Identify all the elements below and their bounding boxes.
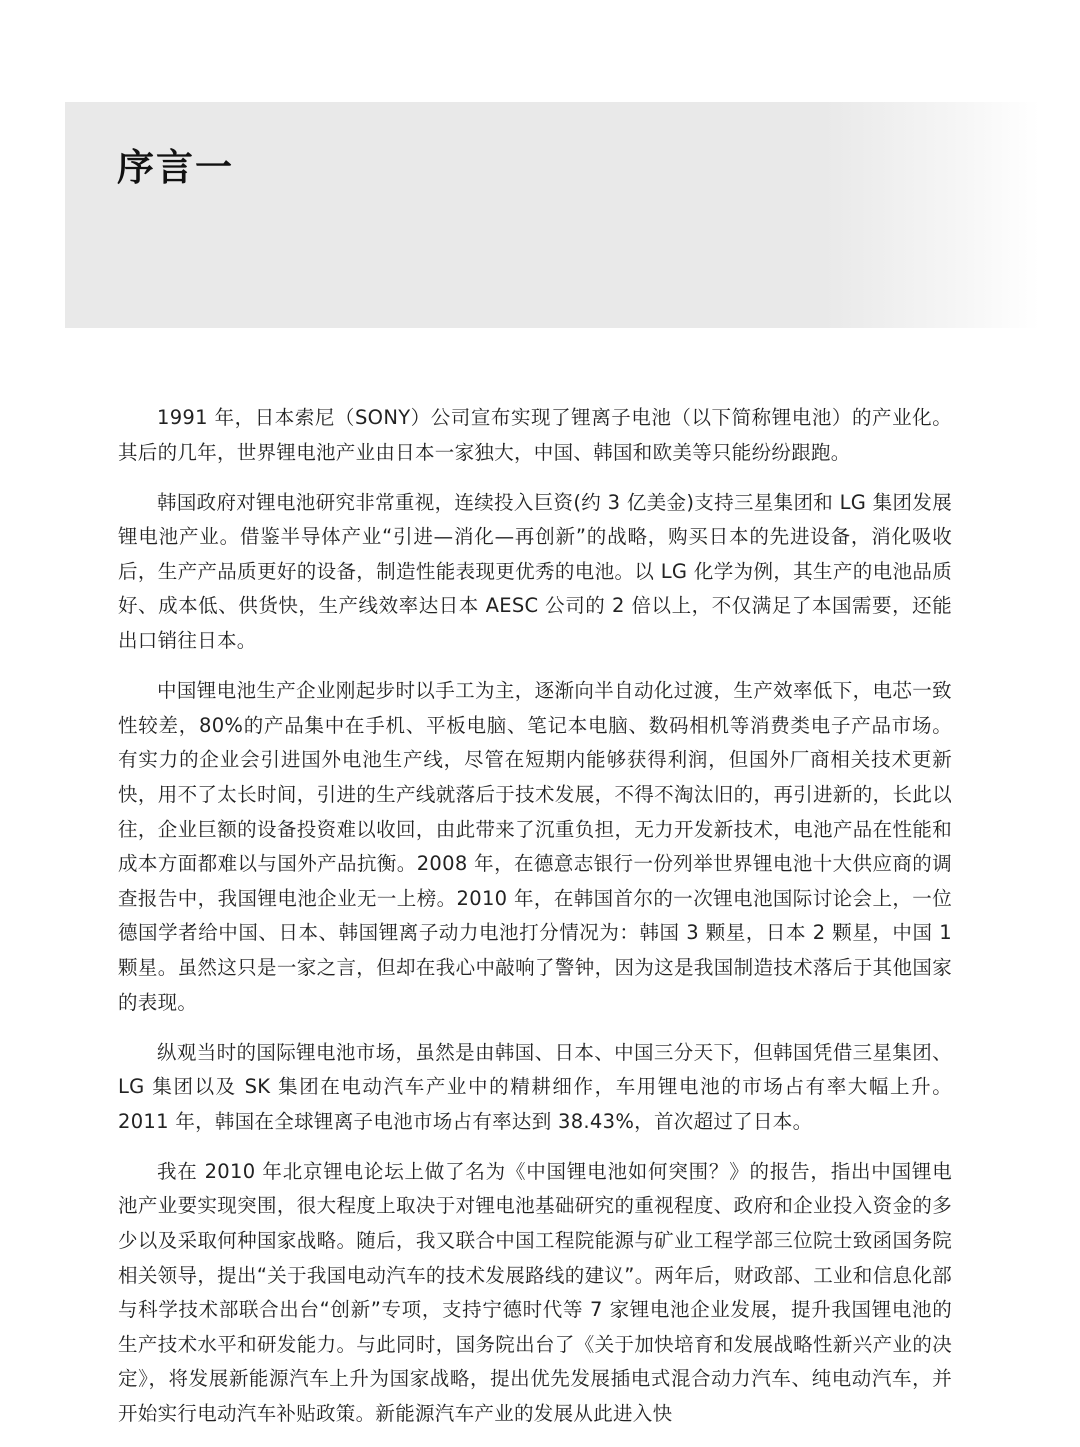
paragraph: 纵观当时的国际锂电池市场，虽然是由韩国、日本、中国三分天下，但韩国凭借三星集团、LG 集团以及 SK 集团在电动汽车产业中的精耕细作，车用锂电池的市场占有率大幅上升。2011 年，韩国在全球锂离子电池市场占有率达到 38.43%，首次超过了日本。: [118, 1040, 952, 1133]
body-text: [118, 401, 952, 1447]
page-title: 序言一: [117, 146, 234, 189]
paragraph: 中国锂电池生产企业刚起步时以手工为主，逐渐向半自动化过渡，生产效率低下，电芯一致性较差，80%的产品集中在手机、平板电脑、笔记本电脑、数码相机等消费类电子产品市场。有实力的企业会引进国外电池生产线，尽管在短期内能够获得利润，但国外厂商相关技术更新快，用不了太长时间，引进的生产线就落后于技术发展，不得不淘汰旧的，再引进新的，长此以往，企业巨额的设备投资难以收回，由此带来了沉重负担，无力开发新技术，电池产品在性能和成本方面都难以与国外产品抗衡。2008 年，在德意志银行一份列举世界锂电池十大供应商的调查报告中，我国锂电池企业无一上榜。2010 年，在韩国首尔的一次锂电池国际讨论会上，一位德国学者给中国、日本、韩国锂离子动力电池打分情况为：韩国 3 颗星，日本 2 颗星，中国 1 颗星。虽然这只是一家之言，但却在我心中敲响了警钟，因为这是我国制造技术落后于其他国家的表现。: [118, 679, 952, 1014]
paragraph: 韩国政府对锂电池研究非常重视，连续投入巨资(约 3 亿美金)支持三星集团和 LG 集团发展锂电池产业。借鉴半导体产业“引进—消化—再创新”的战略，购买日本的先进设备，消化吸收后，生产产品质更好的设备，制造性能表现更优秀的电池。以 LG 化学为例，其生产的电池品质好、成本低、供货快，生产线效率达日本 AESC 公司的 2 倍以上，不仅满足了本国需要，还能出口销往日本。: [118, 490, 952, 653]
paragraph: 我在 2010 年北京锂电论坛上做了名为《中国锂电池如何突围？》的报告，指出中国锂电池产业要实现突围，很大程度上取决于对锂电池基础研究的重视程度、政府和企业投入资金的多少以及采取何种国家战略。随后，我又联合中国工程院能源与矿业工程学部三位院士致函国务院相关领导，提出“关于我国电动汽车的技术发展路线的建议”。两年后，财政部、工业和信息化部与科学技术部联合出台“创新”专项，支持宁德时代等 7 家锂电池企业发展，提升我国锂电池的生产技术水平和研发能力。与此同时，国务院出台了《关于加快培育和发展战略性新兴产业的决定》，将发展新能源汽车上升为国家战略，提出优先发展插电式混合动力汽车、纯电动汽车，并开始实行电动汽车补贴政策。新能源汽车产业的发展从此进入快: [118, 1159, 952, 1426]
chapter-title-banner: [65, 102, 1040, 328]
paragraph: 1991 年，日本索尼（SONY）公司宣布实现了锂离子电池（以下简称锂电池）的产业化。其后的几年，世界锂电池产业由日本一家独大，中国、韩国和欧美等只能纷纷跟跑。: [118, 406, 952, 464]
